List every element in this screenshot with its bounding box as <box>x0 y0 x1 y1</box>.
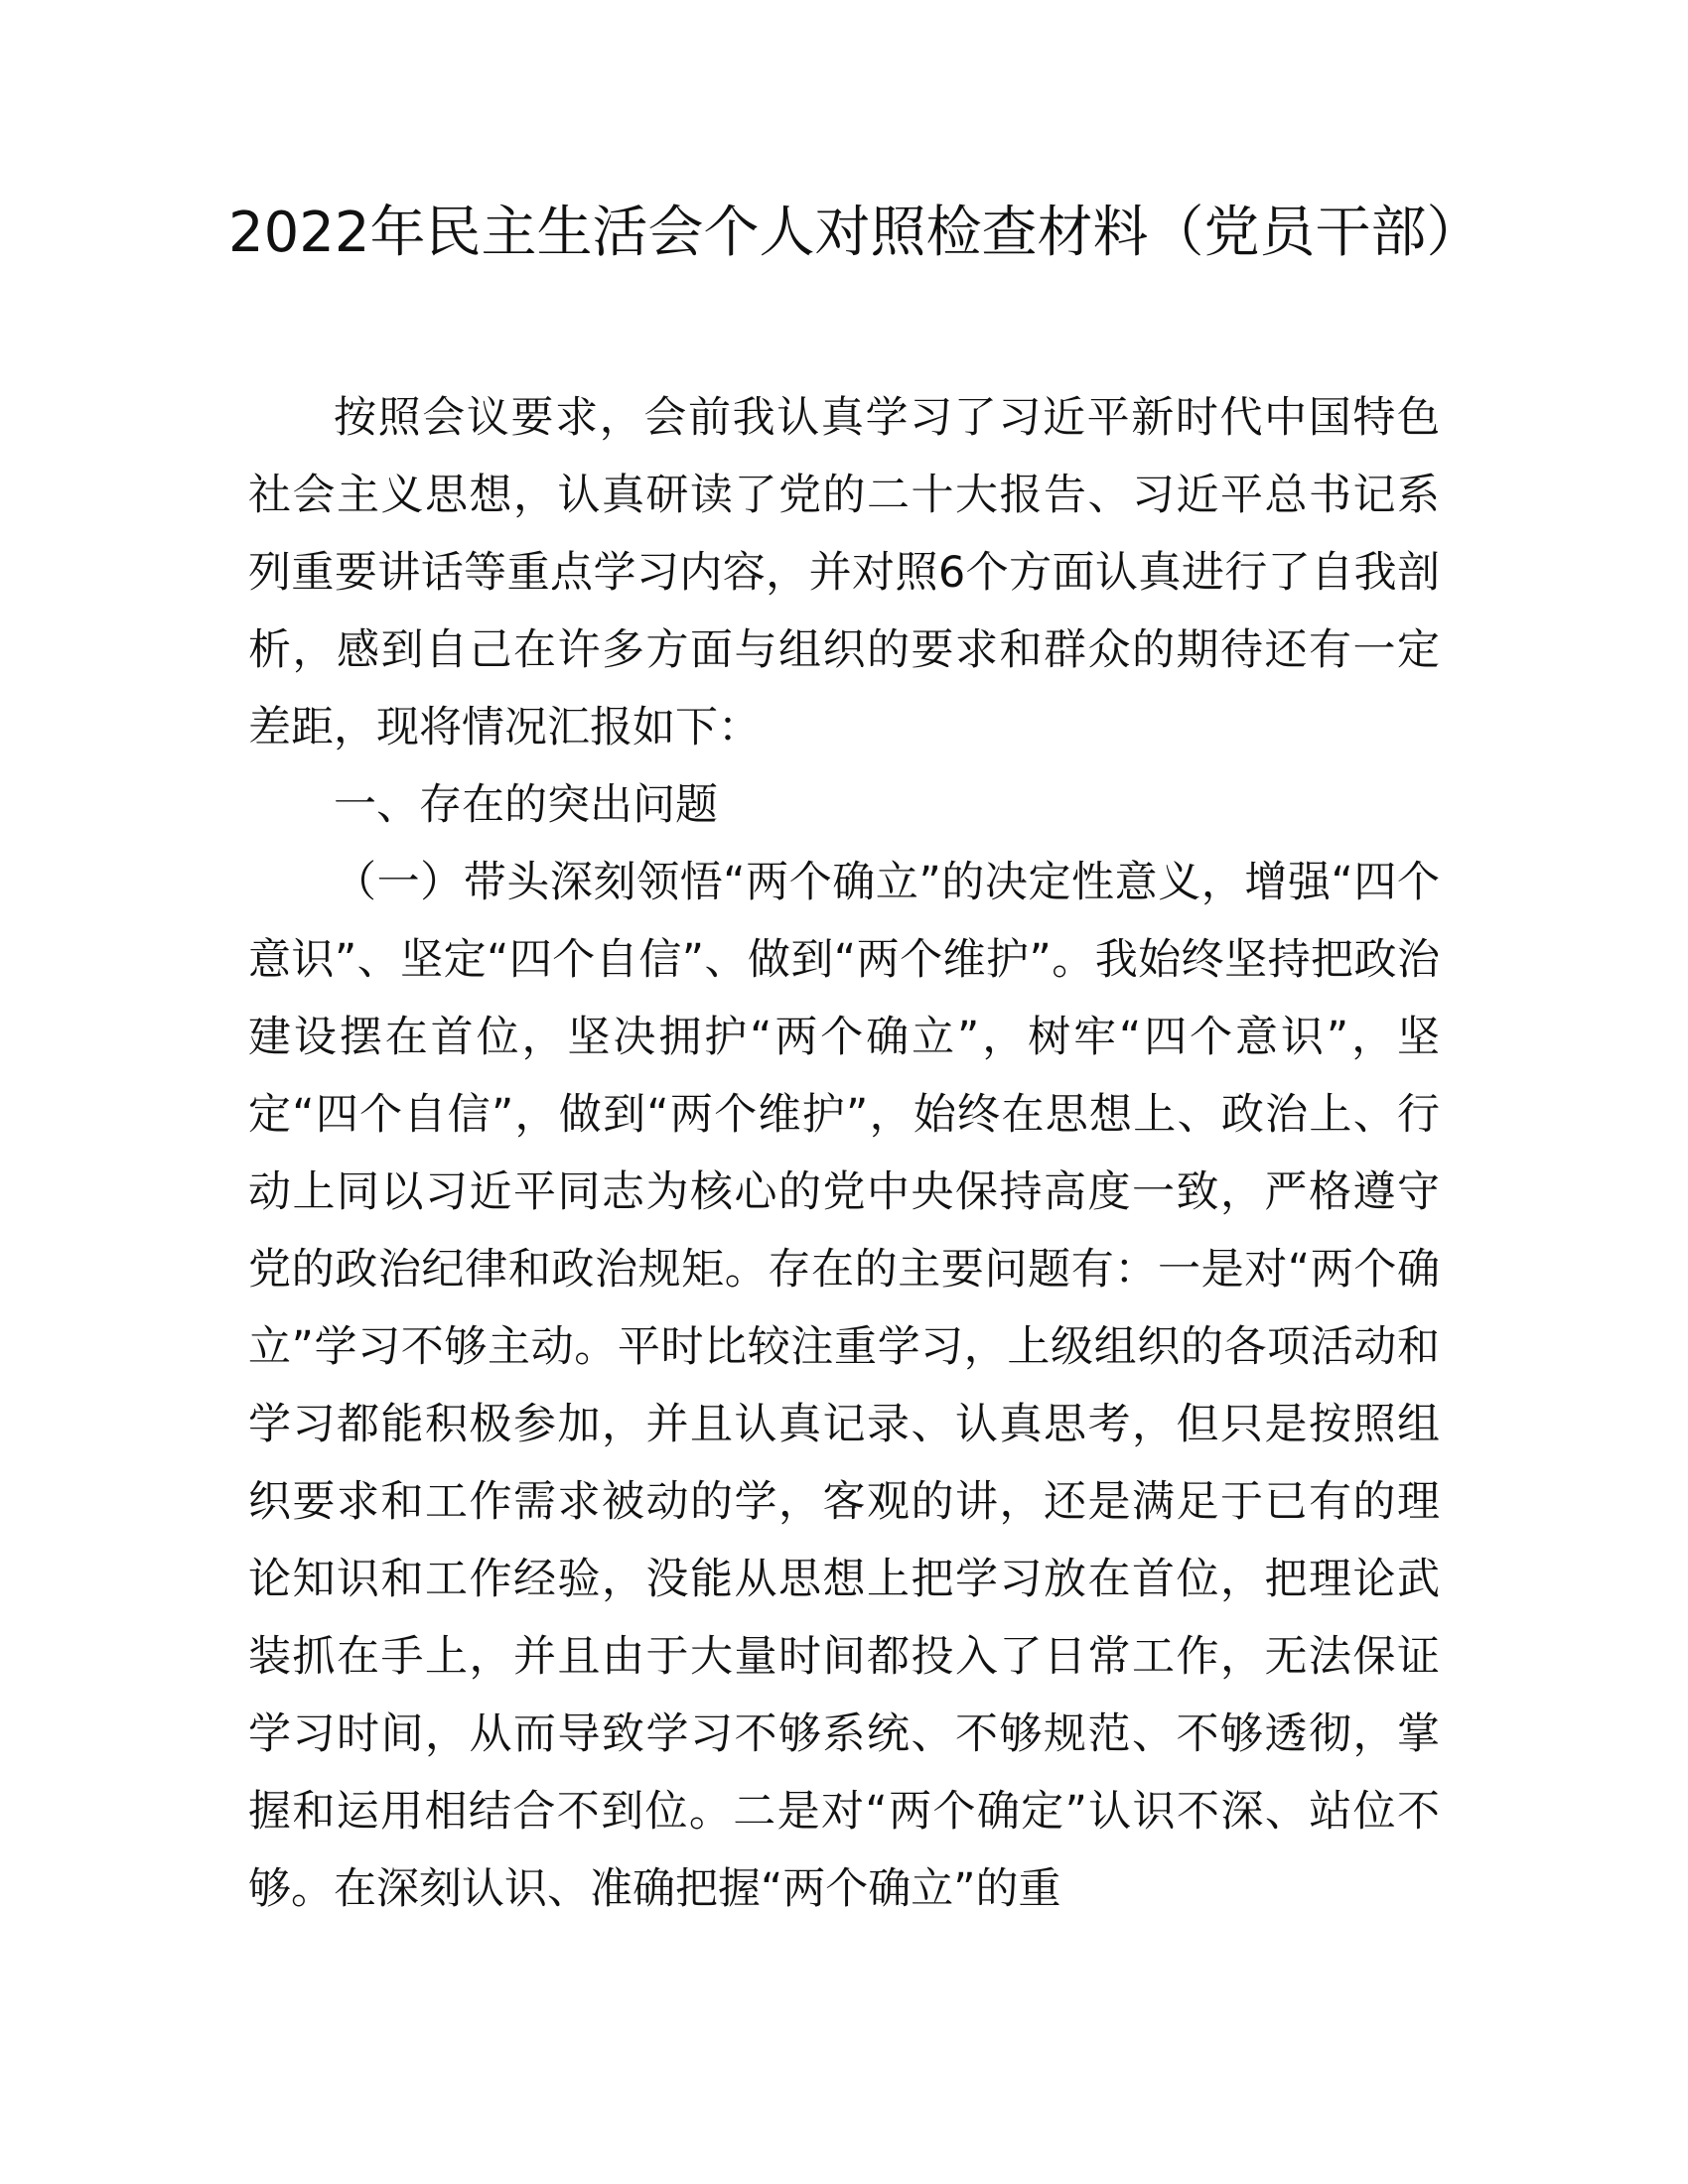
intro-paragraph: 按照会议要求，会前我认真学习了习近平新时代中国特色社会主义思想，认真研读了党的二十大报告、习近平总书记系列重要讲话等重点学习内容，并对照6个方面认真进行了自我剖析，感到自己在许多方面与组织的要求和群众的期待还有一定差距，现将情况汇报如下： <box>248 393 1440 752</box>
document-title: 2022年民主生活会个人对照检查材料（党员干部） <box>228 201 1482 265</box>
section-heading: 一、存在的突出问题 <box>334 780 718 830</box>
subsection-paragraph: （一）带头深刻领悟“两个确立”的决定性意义，增强“四个意识”、坚定“四个自信”、做到“两个维护”。我始终坚持把政治建设摆在首位，坚决拥护“两个确立”，树牢“四个意识”，坚定“四个自信”，做到“两个维护”，始终在思想上、政治上、行动上同以习近平同志为核心的党中央保持高度一致，严格遵守党的政治纪律和政治规矩。存在的主要问题有：一是对“两个确立”学习不够主动。平时比较注重学习，上级组织的各项活动和学习都能积极参加，并且认真记录、认真思考，但只是按照组织要求和工作需求被动的学，客观的讲，还是满足于已有的理论知识和工作经验，没能从思想上把学习放在首位，把理论武装抓在手上，并且由于大量时间都投入了日常工作，无法保证学习时间，从而导致学习不够系统、不够规范、不够透彻，掌握和运用相结合不到位。二是对“两个确定”认识不深、站位不够。在深刻认识、准确把握“两个确立”的重 <box>248 858 1440 1914</box>
document-body <box>248 379 1440 1928</box>
